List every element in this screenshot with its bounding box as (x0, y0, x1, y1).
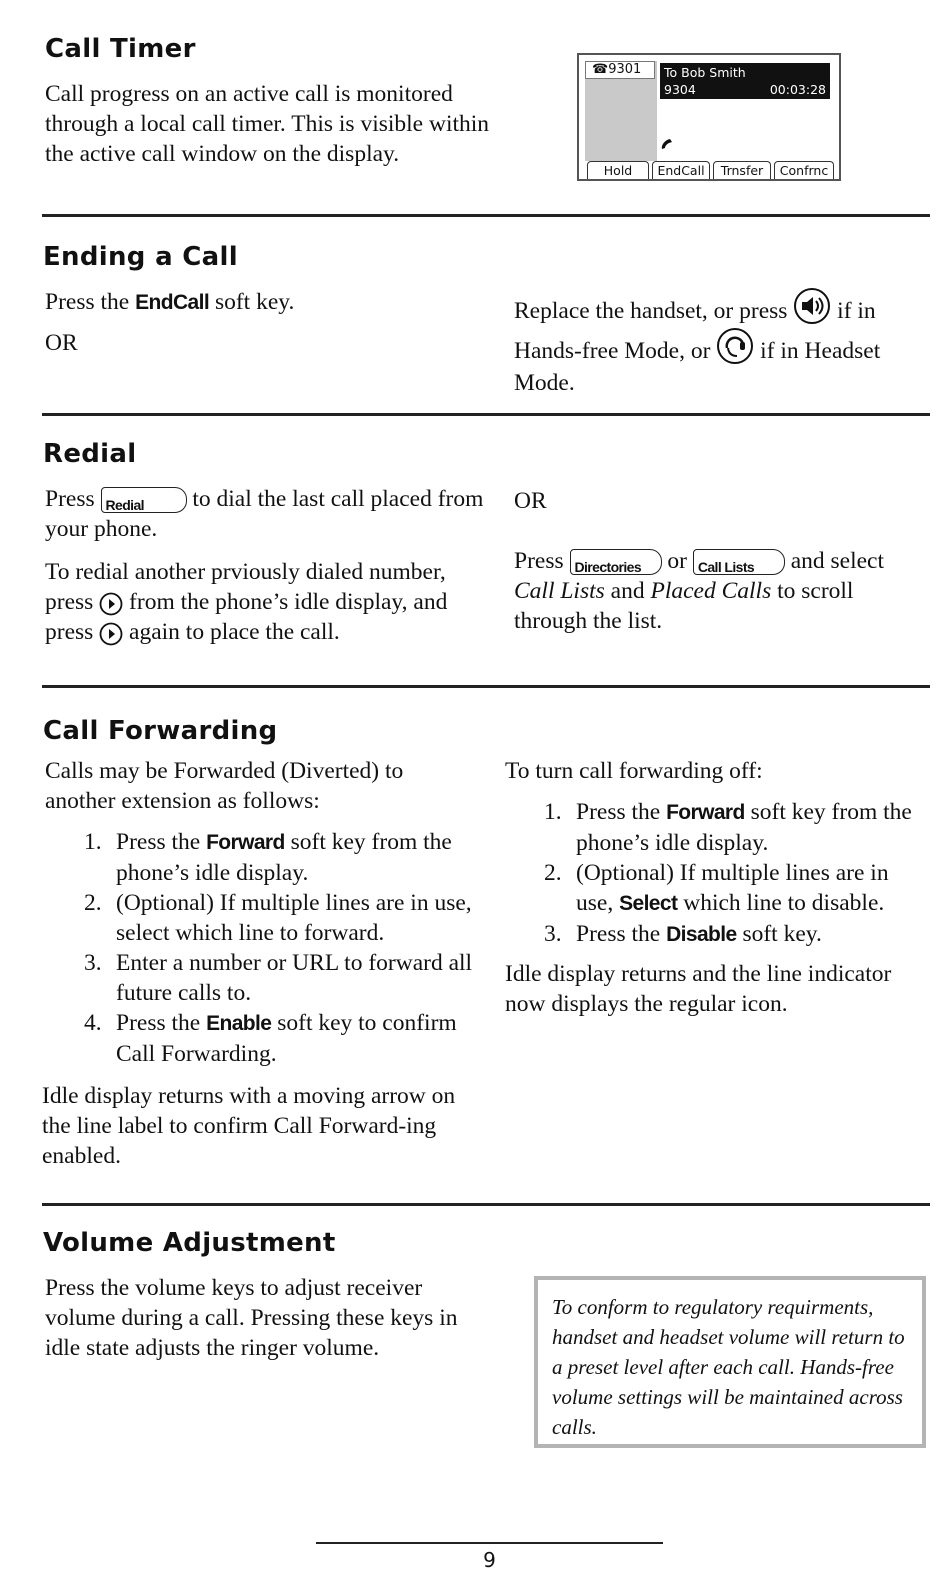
phone-icon: ☎ (592, 62, 609, 77)
active-call-window: To Bob Smith 9304 00:03:28 (660, 63, 830, 99)
forwarding-intro: Calls may be Forwarded (Diverted) to another extension as follows: (45, 758, 404, 814)
list-item: 1. Press the Forward soft key from the phone’s idle display. (544, 799, 912, 856)
section-heading: Ending a Call (43, 242, 238, 272)
forwarding-steps (84, 827, 476, 1069)
call-timer-text: Call progress on an active call is monitored through a local call timer. This is visible within the active call window on the display. (45, 81, 490, 167)
divider (42, 685, 930, 688)
list-item: 2. (Optional) If multiple lines are in use, Select which line to disable. (544, 860, 889, 916)
softkey-conference[interactable]: Confrnc (774, 161, 834, 179)
section-heading: Redial (43, 439, 137, 469)
call-timer: 00:03:28 (769, 82, 826, 97)
speaker-icon (793, 287, 831, 325)
right-arrow-circle-icon (99, 592, 123, 616)
line-key-label: ☎9301 (585, 61, 655, 79)
call-timer-section (45, 34, 196, 64)
forwarding-outro: Idle display returns with a moving arrow on the line label to confirm Call Forward-ing enabled. (42, 1083, 456, 1169)
regulatory-note: To conform to regulatory requirments, handset and headset volume will return to a preset level after each call. Hands-free volume settings will be maintained across calls. (534, 1276, 926, 1448)
divider (42, 214, 930, 217)
ending-left-text: Press the EndCall soft key. (45, 289, 295, 315)
call-lists-key[interactable]: Call Lists (693, 549, 785, 575)
phone-display (577, 53, 841, 181)
list-item: 3. Press the Disable soft key. (544, 921, 822, 947)
list-item: 4. Press the Enable soft key to confirm Call Forwarding. (84, 1010, 457, 1067)
ending-right-text: Replace the handset, or press if in Hands-free Mode, or if in Headset Mode. (514, 287, 914, 399)
redial-key[interactable]: Redial (101, 487, 187, 513)
or-label: OR (45, 330, 78, 356)
section-heading: Volume Adjustment (43, 1228, 336, 1258)
divider (42, 413, 930, 416)
forwarding-off-intro: To turn call forwarding off: (505, 758, 763, 784)
forwarding-off-steps (544, 797, 926, 950)
redial-text-1: Press Redial to dial the last call placed from your phone. (45, 486, 484, 542)
list-item: 2. (Optional) If multiple lines are in use, select which line to forward. (84, 890, 472, 946)
section-heading: Call Timer (45, 34, 196, 64)
or-label: OR (514, 488, 547, 514)
directories-key[interactable]: Directories (570, 549, 662, 575)
volume-text: Press the volume keys to adjust receiver volume during a call. Pressing these keys in idle state adjusts the ringer volume. (45, 1275, 458, 1361)
softkey-hold[interactable]: Hold (587, 161, 649, 179)
headset-icon (716, 327, 754, 365)
list-item: 3. Enter a number or URL to forward all future calls to. (84, 950, 473, 1006)
softkey-endcall[interactable]: EndCall (652, 161, 710, 179)
footer-rule (316, 1542, 663, 1544)
divider (42, 1203, 930, 1206)
redial-right-text: Press Directories or Call Lists and select Call Lists and Placed Calls to scroll through the list. (514, 548, 885, 634)
page-number: 9 (483, 1548, 496, 1572)
right-arrow-circle-icon (99, 622, 123, 646)
section-heading: Call Forwarding (43, 716, 278, 746)
phone-handset-icon (660, 137, 676, 155)
forwarding-off-outro: Idle display returns and the line indicator now displays the regular icon. (505, 961, 892, 1017)
softkey-transfer[interactable]: Trnsfer (713, 161, 771, 179)
endcall-keyword: EndCall (135, 291, 210, 314)
redial-text-2: To redial another prviously dialed number, press from the phone’s idle display, and press again to place the call. (45, 559, 448, 645)
list-item: 1. Press the Forward soft key from the phone’s idle display. (84, 829, 452, 886)
